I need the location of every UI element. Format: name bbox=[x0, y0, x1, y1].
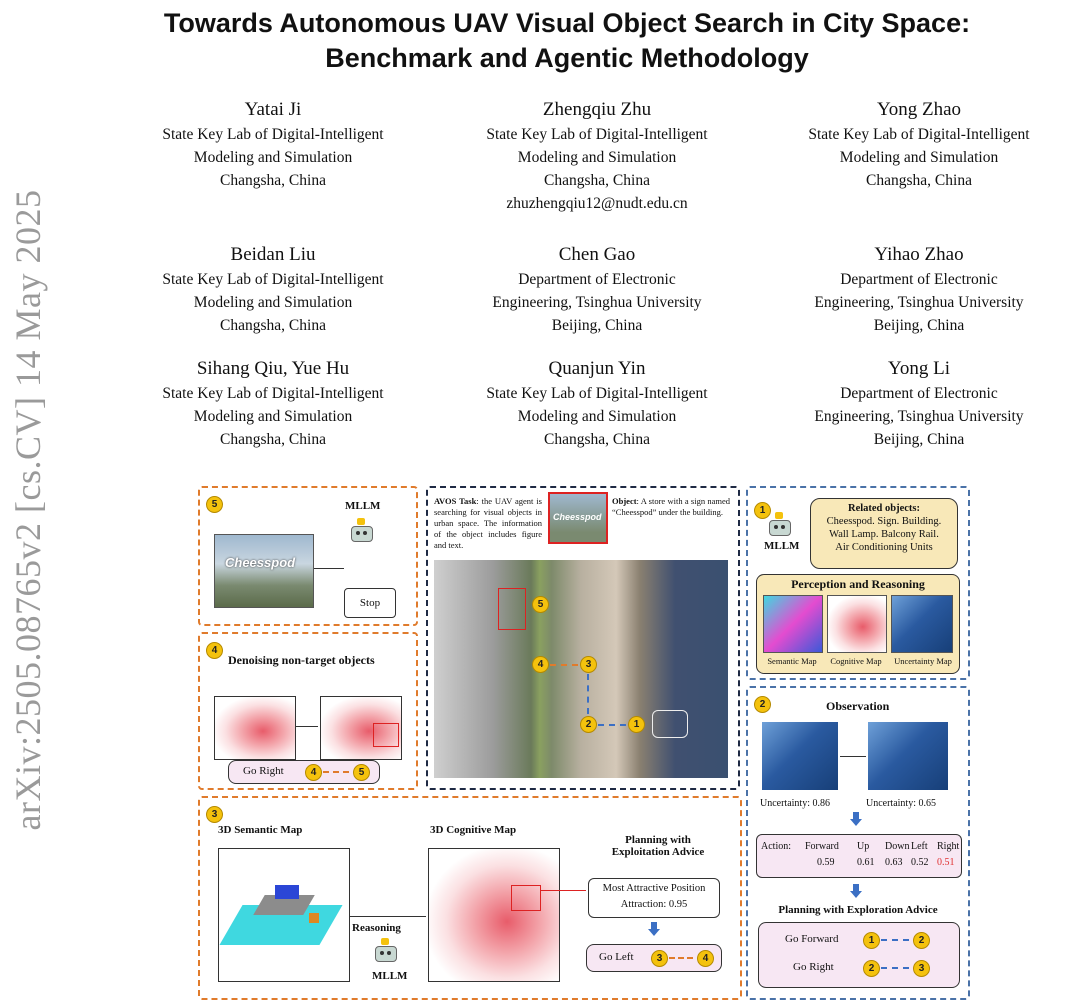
mllm-label: MLLM bbox=[372, 970, 408, 982]
author-affiliation: Changsha, China bbox=[544, 431, 650, 448]
action-value: 0.63 bbox=[885, 857, 903, 868]
exploration-title: Planning with Exploration Advice bbox=[778, 904, 938, 916]
plan-action-label: Go Forward bbox=[785, 933, 839, 945]
author-affiliation: Changsha, China bbox=[220, 172, 326, 189]
arxiv-stamp: arXiv:2505.08765v2 [cs.CV] 14 May 2025 bbox=[8, 189, 48, 831]
panel-3 bbox=[198, 796, 742, 1000]
attraction-line2: Attraction: 0.95 bbox=[620, 899, 688, 910]
perception-reasoning-box bbox=[756, 574, 960, 674]
author-affiliation: Beijing, China bbox=[873, 317, 965, 334]
author-name: Yihao Zhao bbox=[874, 244, 964, 265]
author-affiliation: Beijing, China bbox=[551, 317, 643, 334]
author-affiliation: Changsha, China bbox=[220, 431, 326, 448]
center-panel bbox=[426, 486, 740, 790]
action-value: 0.51 bbox=[937, 857, 955, 868]
author-affiliation: Department of Electronic bbox=[518, 271, 676, 288]
down-arrow-icon bbox=[850, 884, 862, 898]
action-label: Go Right bbox=[243, 765, 284, 777]
author-name: Sihang Qiu, Yue Hu bbox=[196, 358, 350, 379]
map-caption: Uncertainty Map bbox=[894, 656, 952, 666]
object-description: : A store with a sign named “Cheesspod” under the building. bbox=[612, 496, 730, 517]
heatmap-denoised bbox=[320, 696, 402, 760]
author-affiliation: State Key Lab of Digital-Intelligent bbox=[162, 271, 384, 288]
exploration-plan-box bbox=[758, 922, 960, 988]
uncertainty-before: Uncertainty: 0.86 bbox=[760, 798, 830, 809]
action-name: Down bbox=[885, 841, 910, 852]
flow-arrow bbox=[314, 568, 344, 569]
author-affiliation: Engineering, Tsinghua University bbox=[492, 294, 702, 311]
object-label: Object bbox=[612, 496, 637, 506]
aerial-view bbox=[434, 560, 728, 778]
attractive-region bbox=[511, 885, 541, 911]
author-affiliation: Modeling and Simulation bbox=[193, 294, 353, 311]
panel-5 bbox=[198, 486, 418, 626]
action-name: Forward bbox=[805, 841, 839, 852]
mllm-label: MLLM bbox=[764, 540, 800, 552]
action-name: Left bbox=[911, 841, 928, 852]
perception-title: Perception and Reasoning bbox=[791, 577, 925, 591]
step-badge-5: 5 bbox=[206, 496, 223, 513]
author-affiliation: Modeling and Simulation bbox=[193, 408, 353, 425]
path-arrow bbox=[587, 674, 589, 714]
related-line-3: Air Conditioning Units bbox=[835, 542, 933, 553]
to-badge: 5 bbox=[353, 764, 370, 781]
action-box bbox=[228, 760, 380, 784]
author-affiliation: Changsha, China bbox=[544, 172, 650, 189]
robot-icon bbox=[372, 938, 398, 964]
attraction-box bbox=[588, 878, 720, 918]
path-step-2: 2 bbox=[580, 716, 597, 733]
author-block bbox=[432, 356, 762, 451]
author-affiliation: State Key Lab of Digital-Intelligent bbox=[162, 385, 384, 402]
author-block bbox=[754, 97, 1074, 192]
author-name: Quanjun Yin bbox=[548, 358, 646, 379]
action-label: Action: bbox=[761, 841, 791, 852]
path-step-5: 5 bbox=[532, 596, 549, 613]
dashed-arrow bbox=[881, 967, 909, 969]
photo-sign-text: Cheesspod bbox=[225, 555, 296, 570]
semantic-map-thumb bbox=[763, 595, 823, 653]
step-badge-1: 1 bbox=[754, 502, 771, 519]
from-badge: 2 bbox=[863, 960, 880, 977]
panel-4 bbox=[198, 632, 418, 790]
stop-box: Stop bbox=[344, 588, 396, 618]
task-description: : the UAV agent is searching for visual objects in urban space. The information of the object includes figure and text. bbox=[434, 496, 542, 550]
author-block bbox=[108, 242, 438, 337]
down-arrow-icon bbox=[850, 812, 862, 826]
step-badge-4: 4 bbox=[206, 642, 223, 659]
paper-title bbox=[60, 6, 1074, 76]
dashed-arrow bbox=[881, 939, 909, 941]
path-arrow bbox=[550, 664, 578, 666]
author-name: Zhengqiu Zhu bbox=[542, 99, 652, 120]
link-line bbox=[540, 890, 586, 891]
cognitive-map-title: 3D Cognitive Map bbox=[430, 824, 517, 836]
author-name: Yong Zhao bbox=[876, 99, 962, 120]
observation-title: Observation bbox=[826, 699, 890, 713]
author-affiliation: Modeling and Simulation bbox=[517, 408, 677, 425]
uncertainty-map-thumb bbox=[891, 595, 953, 653]
author-affiliation: Engineering, Tsinghua University bbox=[814, 294, 1024, 311]
author-affiliation: Engineering, Tsinghua University bbox=[814, 408, 1024, 425]
action-value: 0.61 bbox=[857, 857, 875, 868]
overview-figure bbox=[198, 486, 968, 1000]
task-label: AVOS Task bbox=[434, 496, 477, 506]
path-step-4: 4 bbox=[532, 656, 549, 673]
uav-icon bbox=[652, 710, 688, 738]
attraction-line1: Most Attractive Position bbox=[602, 883, 706, 894]
panel-2 bbox=[746, 686, 970, 1000]
author-block bbox=[432, 97, 762, 215]
path-step-1: 1 bbox=[628, 716, 645, 733]
observation-after bbox=[868, 722, 948, 790]
map-caption: Semantic Map bbox=[767, 656, 817, 666]
plan-exploit-title bbox=[608, 834, 708, 858]
semantic-map-title: 3D Semantic Map bbox=[218, 824, 303, 836]
dashed-arrow bbox=[669, 957, 693, 959]
author-affiliation: Department of Electronic bbox=[840, 385, 998, 402]
mllm-label: MLLM bbox=[345, 500, 381, 512]
action-label: Go Left bbox=[599, 951, 634, 963]
panel-1 bbox=[746, 486, 970, 680]
author-name: Yong Li bbox=[888, 358, 950, 379]
author-name: Chen Gao bbox=[558, 244, 636, 265]
author-affiliation: Changsha, China bbox=[220, 317, 326, 334]
action-box bbox=[586, 944, 722, 972]
plan-title-line1: Planning with bbox=[625, 834, 691, 846]
from-badge: 4 bbox=[305, 764, 322, 781]
dashed-arrow bbox=[323, 771, 349, 773]
related-title: Related objects: bbox=[847, 503, 921, 514]
author-affiliation: Modeling and Simulation bbox=[193, 149, 353, 166]
step-badge-2: 2 bbox=[754, 696, 771, 713]
plan-title-line2: Exploitation Advice bbox=[611, 846, 705, 858]
panel-4-title: Denoising non-target objects bbox=[228, 653, 375, 667]
step-badge-3: 3 bbox=[206, 806, 223, 823]
author-affiliation: State Key Lab of Digital-Intelligent bbox=[162, 126, 384, 143]
action-value: 0.59 bbox=[817, 857, 835, 868]
robot-icon bbox=[766, 512, 792, 538]
object-text bbox=[612, 496, 730, 518]
object-thumbnail bbox=[548, 492, 608, 544]
reasoning-label: Reasoning bbox=[352, 922, 401, 934]
heatmap-noisy bbox=[214, 696, 296, 760]
author-affiliation: Modeling and Simulation bbox=[839, 149, 999, 166]
cognitive-map-thumb bbox=[827, 595, 887, 653]
thumbnail-sign: Cheesspod bbox=[553, 512, 602, 522]
flow-arrow bbox=[840, 756, 866, 757]
robot-icon bbox=[348, 518, 374, 544]
author-affiliation: Beijing, China bbox=[873, 431, 965, 448]
down-arrow-icon bbox=[648, 922, 660, 936]
target-photo bbox=[214, 534, 314, 608]
semantic-3d-map bbox=[218, 848, 350, 982]
author-affiliation: State Key Lab of Digital-Intelligent bbox=[486, 385, 708, 402]
related-line-2: Wall Lamp. Balcony Rail. bbox=[829, 529, 939, 540]
flow-arrow bbox=[296, 726, 318, 727]
author-affiliation: Modeling and Simulation bbox=[517, 149, 677, 166]
to-badge: 3 bbox=[913, 960, 930, 977]
uncertainty-after: Uncertainty: 0.65 bbox=[866, 798, 936, 809]
title-line-1: Towards Autonomous UAV Visual Object Search in City Space: bbox=[163, 8, 971, 38]
title-line-2: Benchmark and Agentic Methodology bbox=[325, 43, 809, 73]
related-objects-bubble bbox=[810, 498, 958, 569]
to-badge: 2 bbox=[913, 932, 930, 949]
action-value: 0.52 bbox=[911, 857, 929, 868]
author-affiliation: Department of Electronic bbox=[840, 271, 998, 288]
author-block bbox=[432, 242, 762, 337]
author-email: zhuzhengqiu12@nudt.edu.cn bbox=[506, 195, 688, 212]
action-name: Right bbox=[937, 841, 960, 852]
target-box bbox=[498, 588, 526, 630]
author-block bbox=[108, 356, 438, 451]
author-block bbox=[108, 97, 438, 192]
from-badge: 3 bbox=[651, 950, 668, 967]
from-badge: 1 bbox=[863, 932, 880, 949]
path-step-3: 3 bbox=[580, 656, 597, 673]
author-block bbox=[754, 242, 1074, 337]
cognitive-3d-map bbox=[428, 848, 560, 982]
to-badge: 4 bbox=[697, 950, 714, 967]
author-affiliation: State Key Lab of Digital-Intelligent bbox=[808, 126, 1030, 143]
observation-before bbox=[762, 722, 838, 790]
action-name: Up bbox=[857, 841, 870, 852]
author-name: Yatai Ji bbox=[244, 99, 302, 120]
path-arrow bbox=[598, 724, 626, 726]
author-affiliation: Changsha, China bbox=[866, 172, 972, 189]
target-highlight bbox=[373, 723, 399, 747]
avos-task-text bbox=[434, 496, 542, 551]
plan-action-label: Go Right bbox=[793, 961, 834, 973]
map-caption: Cognitive Map bbox=[830, 656, 882, 666]
author-affiliation: State Key Lab of Digital-Intelligent bbox=[486, 126, 708, 143]
reasoning-arrow bbox=[350, 916, 426, 917]
related-line-1: Cheesspod. Sign. Building. bbox=[826, 516, 942, 527]
author-block bbox=[754, 356, 1074, 451]
author-name: Beidan Liu bbox=[230, 244, 316, 265]
action-table bbox=[756, 834, 962, 878]
